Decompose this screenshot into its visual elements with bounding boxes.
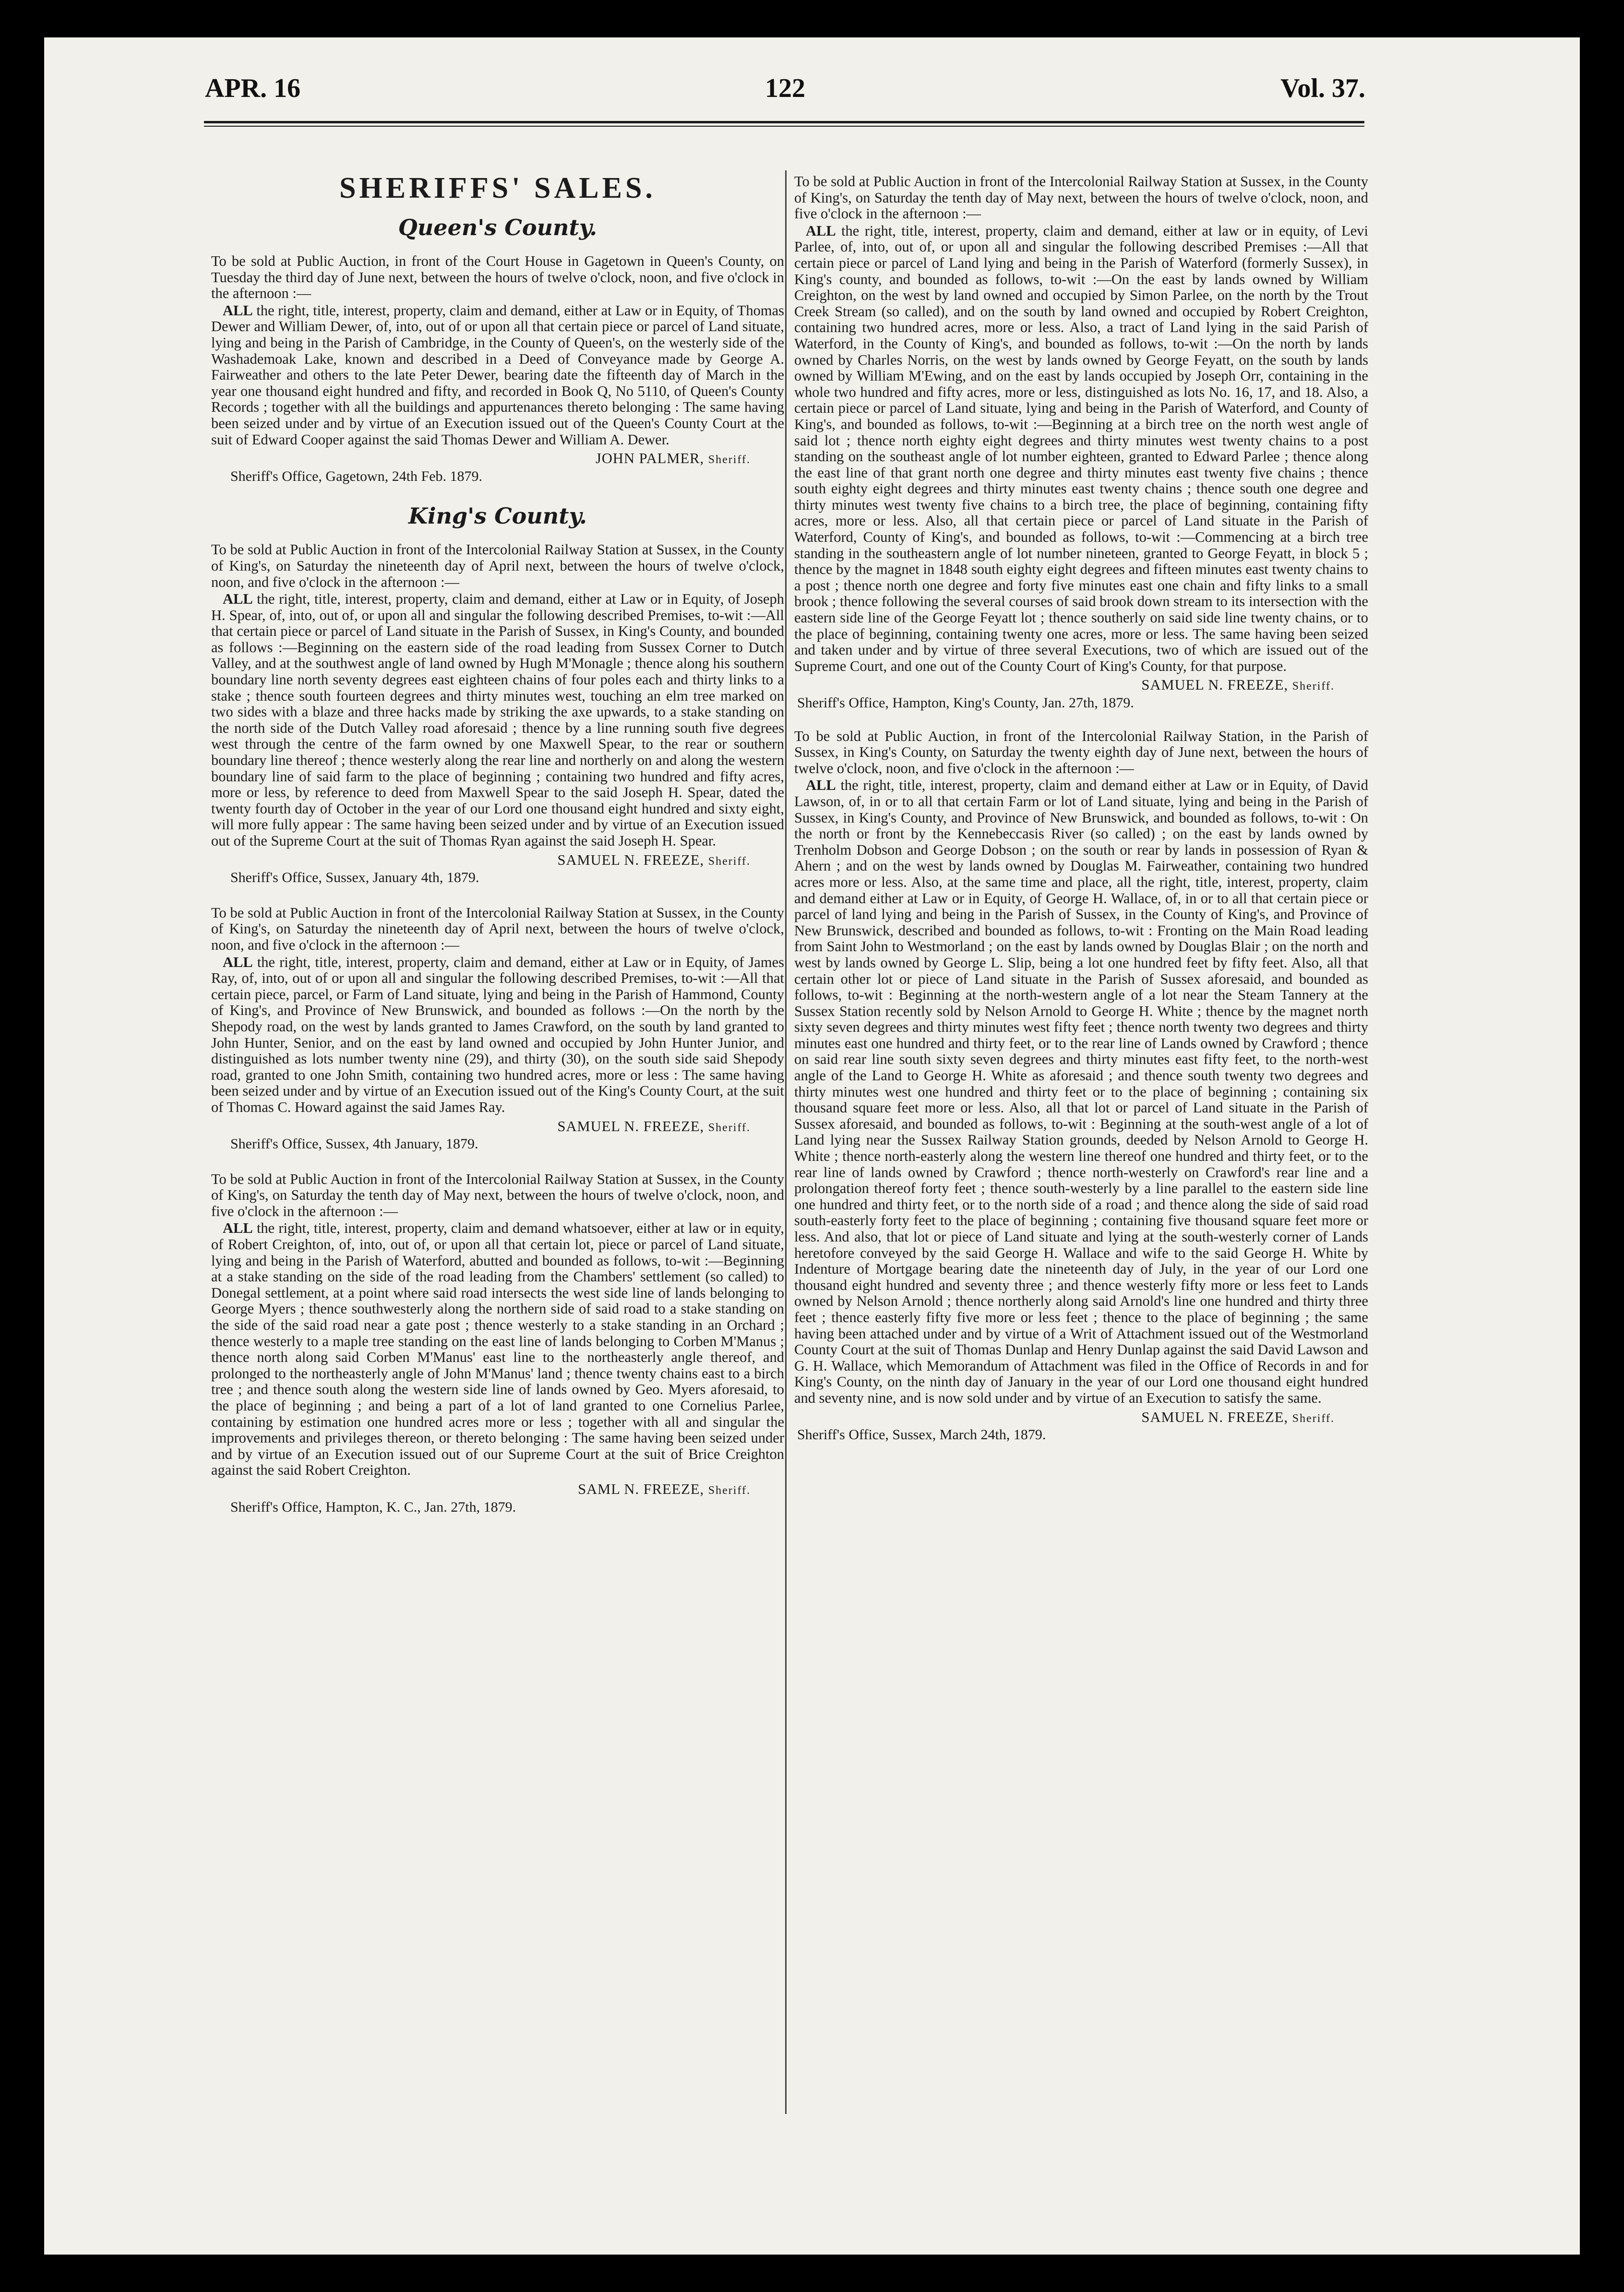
notice-text: the right, title, interest, property, claim and demand, either at law or in equity, of Levi Parlee, of, into, out of, or upon all and singular the following described Premises :—All that certain piece or parcel of Land lying and being in the Parish of Waterford (formerly Sussex), in King's county, and bounded as follows, to-wit :—On the east by lands owned by William Creighton, on the west by land owned and occupied by Simon Parlee, on the north by the Trout Creek Stream (so called), and on the south by land owned and occupied by Robert Creighton, containing two hundred acres, more or less. Also, a tract of Land lying in the said Parish of Waterford, in the County of King's, and bounded as follows, to-wit :—On the north by lands owned by Charles Norris, on the west by lands owned by George Feyatt, on the south by lands owned by William M'Ewing, and on the east by lands occupied by Joseph Orr, containing in the whole two hundred and fifty acres, more or less, distinguished as lots No. 16, 17, and 18. Also, a certain piece or parcel of Land situate, lying and being in the Parish of Waterford, and County of King's, and bounded as follows, to-wit :—Beginning at a birch tree on the north west angle of said lot ; thence north eighty eight degrees and thirty minutes west twenty chains to a post standing on the southeast angle of lot number eighteen, granted to Edward Parlee ; thence along the east line of that grant north one degree and thirty minutes east twenty five chains ; thence south eighty eight degrees and thirty minutes east twenty chains ; thence south one degree and thirty minutes west twenty five chains to a birch tree, the place of beginning, containing fifty acres, more or less. Also, all that certain piece or parcel of Land situate in the Parish of Waterford, County of King's, and bounded as follows, to-wit :—Commencing at a birch tree standing in the southeastern angle of lot number nineteen, granted to George Feyatt, in block 5 ; thence by the magnet in 1848 south eighty eight degrees and fifteen minutes east twenty chains to a post ; thence north one degree and forty five minutes east one chain and fifty links to a small brook ; thence following the several courses of said brook down stream to its intersection with the eastern side line of the George Feyatt lot ; thence southerly on said side line twenty chains, or to the place of beginning, containing twenty one acres, more or less. The same having been seized and taken under and by virtue of three several Executions, two of which are issued out of the Supreme Court, and one out of the County Court of King's County, for that purpose.	[794, 222, 1368, 674]
sheriff-office-dateline: Sheriff's Office, Sussex, January 4th, 1879.	[230, 870, 479, 886]
notice-text: the right, title, interest, property, claim and demand either at Law or in Equity, of David Lawson, of, in or to all that certain Farm or lot of Land situate, lying and being in the Parish of Sussex, in King's County, and Province of New Brunswick, and bounded as follows, to-wit : On the north or front by the Kennebeccasis River (so called) ; on the east by lands owned by Trenholm Dobson and George Dobson ; on the south or rear by lands in possession of Ryan & Ahern ; and on the west by lands owned by Douglas M. Fairweather, containing two hundred acres more or less. Also, at the same time and place, all the right, title, interest, property, claim and demand either at Law or in Equity, of George H. Wallace, of, in or to all that certain piece or parcel of land lying and being in the Parish of Sussex, in the County of King's, and Province of New Brunswick, described and bounded as follows, to-wit : Fronting on the Main Road leading from Saint John to Westmorland ; on the east by lands owned by Douglas Blair ; on the north and west by lands owned by George L. Slip, being a lot one hundred feet by fifty feet. Also, all that certain other lot or piece of Land situate in the Parish of Sussex aforesaid, and bounded as follows, to-wit : Beginning at the north-western angle of a lot near the Steam Tannery at the Sussex Station recently sold by Nelson Arnold to George H. White ; thence by the magnet north sixty seven degrees and thirty minutes west fifty feet ; thence north twenty two degrees and thirty minutes east one hundred and thirty feet, or to the rear line of Lands owned by Crawford ; thence on said rear line south sixty seven degrees and thirty minutes east fifty feet, to the north-west angle of the Land to George H. White as aforesaid ; and thence south twenty two degrees and thirty minutes west one hundred and thirty feet or to the place of beginning ; containing six thousand square feet more or less. Also, all that lot or parcel of Land situate in the Parish of Sussex aforesaid, and bounded as follows, to-wit : Beginning at the south-west angle of a lot of Land lying near the Sussex Railway Station grounds, deeded by Nelson Arnold to George H. White ; thence north-easterly along the western line thereof one hundred and thirty feet, or to the rear line of lands owned by Crawford ; thence north-westerly on Crawford's rear line and a prolongation thereof forty feet ; thence south-westerly by a line parallel to the eastern side line one hundred and thirty feet, or to the north side of a road ; and thence along the side of said road south-easterly forty feet to the place of beginning ; containing five thousand square feet more or less. And also, that lot or piece of Land situate and lying at the south-westerly corner of Lands heretofore conveyed by the said George H. Wallace and wife to the said George H. White by Indenture of Mortgage bearing date the nineteenth day of July, in the year of our Lord one thousand eight hundred and seventy three ; and thence westerly fifty more or less feet to Lands owned by Nelson Arnold ; thence northerly along said Arnold's line one hundred and thirty three feet ; thence easterly fifty five more or less feet ; thence to the place of beginning ; the same having been attached under and by virtue of a Writ of Attachment issued out of the Westmorland County Court at the suit of Thomas Dunlap and Henry Dunlap against the said David Lawson and G. H. Wallace, which Memorandum of Attachment was filed in the Office of Records in and for King's County, on the ninth day of January in the year of our Lord one thousand eight hundred and seventy nine, and is now sold under and by virtue of an Execution to satisfy the same.	[794, 777, 1369, 1406]
notice-text: the right, title, interest, property, claim and demand, either at Law or in Equity, of Thomas Dewer and William Dewer, of, into, out of or upon all that certain piece or parcel of Land situate, lying and being in the Parish of Cambridge, in the County of Queen's, on the westerly side of the Washademoak Lake, known and described in a Deed of Conveyance made by George A. Fairweather and others to the late Peter Dewer, bearing date the fifteenth day of March in the year one thousand eight hundred and fifty, and recorded in Book Q, No 5110, of Queen's County Records ; together with all the buildings and appurtenances thereto belonging : The same having been seized under and by virtue of an Execution issued out of the Queen's County Court at the suit of Edward Cooper against the said Thomas Dewer and William A. Dewer.	[211, 302, 785, 448]
sheriff-name: SAMUEL N. FREEZE,	[557, 1118, 705, 1134]
sheriff-title: Sheriff.	[1292, 1412, 1335, 1425]
sheriff-name: SAMUEL N. FREEZE,	[1141, 677, 1289, 693]
sheriff-title: Sheriff.	[708, 1484, 751, 1497]
notice-body	[794, 223, 1368, 675]
notice-intro: To be sold at Public Auction in front of the Intercolonial Railway Station at Sussex, in the County of King's, on Saturday the nineteenth day of April next, between the hours of twelve o'clock, noon, and five o'clock in the afternoon :—	[211, 904, 784, 953]
sale-notice	[794, 174, 1368, 711]
notice-lead: ALL	[223, 591, 253, 608]
notice-lead: ALL	[806, 777, 836, 794]
notice-text: the right, title, interest, property, claim and demand, either at Law or in Equity, of Joseph H. Spear, of, into, out of, or upon all and singular the following described Premises, to-wit :—All that certain piece or parcel of Land situate in the Parish of Sussex, in King's County, and bounded as follows :—Beginning on the eastern side of the road leading from Sussex Corner to Dutch Valley, and at the southwest angle of land owned by Hugh M'Monagle ; thence along his southern boundary line north seventy degrees east eighteen chains of four poles each and thirty links to a stake ; thence south fourteen degrees and thirty minutes west, touching an elm tree marked on two sides with a blaze and three hacks made by striking the axe upwards, to a stake standing on the north side of the Dutch Valley road aforesaid ; thence by a line running south five degrees west through the centre of the farm owned by one Maxwell Spear, to the rear or southern boundary line thereof ; thence westerly along the rear line and northerly on and along the western boundary line of said farm to the place of beginning ; containing two hundred and fifty acres, more or less, by reference to deed from Maxwell Spear to the said Joseph H. Spear, dated the twenty fourth day of October in the year of our Lord one thousand eight hundred and sixty eight, will more fully appear : The same having been seized under and by virtue of an Execution issued out of the Supreme Court at the suit of Thomas Ryan against the said Joseph H. Spear.	[211, 591, 784, 849]
notice-body	[211, 591, 784, 849]
county-heading-kings: King's County.	[408, 503, 587, 529]
sale-notice	[211, 542, 784, 885]
sale-notice	[211, 905, 784, 1152]
page-number: 122	[765, 73, 805, 103]
page-header	[205, 73, 1365, 116]
notice-intro: To be sold at Public Auction in front of the Intercolonial Railway Station at Sussex, in the County of King's, on Saturday the tenth day of May next, between the hours of twelve o'clock, noon, and five o'clock in the afternoon :—	[794, 173, 1368, 222]
volume-number: Vol. 37.	[1280, 73, 1365, 103]
notice-intro: To be sold at Public Auction in front of the Intercolonial Railway Station at Sussex, in the County of King's, on Saturday the tenth day of May next, between the hours of twelve o'clock, noon, and five o'clock in the afternoon :—	[211, 1170, 784, 1219]
notice-intro: To be sold at Public Auction, in front of the Court House in Gagetown in Queen's County, on Tuesday the third day of June next, between the hours of twelve o'clock, noon, and five o'clock in the afternoon :—	[211, 253, 784, 302]
sheriff-title: Sheriff.	[1292, 680, 1335, 693]
sheriff-office-dateline: Sheriff's Office, Hampton, K. C., Jan. 27th, 1879.	[230, 1499, 516, 1515]
sheriff-name: SAMUEL N. FREEZE,	[557, 851, 705, 868]
sheriff-office-dateline: Sheriff's Office, Hampton, King's County, Jan. 27th, 1879.	[797, 695, 1134, 711]
notice-intro: To be sold at Public Auction in front of the Intercolonial Railway Station at Sussex, in the County of King's, on Saturday the nineteenth day of April next, between the hours of twelve o'clock, noon, and five o'clock in the afternoon :—	[211, 541, 784, 590]
notice-lead: ALL	[806, 222, 836, 239]
sheriff-name: SAML N. FREEZE,	[578, 1480, 705, 1497]
column-divider	[785, 170, 787, 2114]
sheriff-office-dateline: Sheriff's Office, Sussex, 4th January, 1879.	[230, 1136, 478, 1152]
notice-text: the right, title, interest, property, claim and demand, either at Law or in Equity, of James Ray, of, into, out of or upon all and singular the following described Premises, to-wit :—All that certain piece, parcel, or Farm of Land situate, lying and being in the Parish of Hammond, County of King's, and Province of New Brunswick, and bounded as follows :—On the north by the Shepody road, on the west by lands granted to James Crawford, on the south by land granted to John Hunter, Senior, and on the east by land owned and occupied by John Hunter Junior, and distinguished as lots number twenty nine (29), and thirty (30), on the south side said Shepody road, granted to one John Smith, containing two hundred acres, more or less : The same having been seized under and by virtue of an Execution issued out of the King's County Court, at the suit of Thomas C. Howard against the said James Ray.	[211, 954, 784, 1115]
notice-lead: ALL	[223, 954, 253, 970]
sheriff-title: Sheriff.	[708, 855, 751, 868]
county-heading-queens: Queen's County.	[398, 215, 597, 240]
sheriff-signature	[211, 451, 784, 468]
header-rule-thin	[204, 126, 1364, 127]
sheriff-title: Sheriff.	[708, 454, 751, 466]
notice-lead: ALL	[223, 1220, 253, 1237]
sheriff-office-dateline: Sheriff's Office, Sussex, March 24th, 1879.	[797, 1427, 1046, 1443]
issue-date: APR. 16	[205, 73, 301, 103]
header-rule	[204, 121, 1364, 123]
notice-body	[211, 955, 784, 1116]
notice-text: the right, title, interest, property, claim and demand whatsoever, either at law or in equity, of Robert Creighton, of, into, out of, or upon all that certain lot, piece or parcel of Land situate, lying and being in the Parish of Waterford, abutted and bounded as follows, to-wit :—Beginning at a stake standing on the side of the road leading from the Chambers' settlement (so called) to Donegal settlement, at a point where said road intersects the west side line of lands belonging to George Myers ; thence southwesterly along the northern side of said road to a stake standing on the side of the said road near a gate post ; thence westerly to a stake standing in an Orchard ; thence westerly to a maple tree standing on the east line of lands belonging to Corben M'Manus ; thence north along said Corben M'Manus' east line to the northeasterly angle thereof, and prolonged to the northeasterly angle of John M'Manus' land ; thence twenty chains east to a birch tree ; and thence south along the western side line of lands owned by Geo. Myers aforesaid, to the place of beginning ; and being a part of a lot of land granted to one Cornelius Parlee, containing by estimation one hundred acres more or less ; together with all and singular the improvements and privileges thereon, or thereto belonging : The same having been seized under and by virtue of an Execution issued out of our Supreme Court at the suit of Brice Creighton against the said Robert Creighton.	[211, 1220, 784, 1479]
right-column	[794, 174, 1368, 1460]
sheriff-name: JOHN PALMER,	[596, 450, 705, 467]
sheriff-signature	[211, 852, 784, 870]
sheriff-signature	[794, 1409, 1368, 1427]
notice-body	[211, 1220, 784, 1479]
sheriff-office-dateline: Sheriff's Office, Gagetown, 24th Feb. 1879.	[230, 468, 483, 484]
notice-intro: To be sold at Public Auction, in front of the Intercolonial Railway Station, in the Parish of Sussex, in King's County, on Saturday the twenty eighth day of June next, between the hours of twelve o'clock, noon, and five o'clock in the afternoon :—	[794, 728, 1368, 776]
notice-body	[794, 777, 1368, 1406]
sheriff-signature	[211, 1481, 784, 1499]
sheriff-signature	[794, 677, 1368, 695]
sale-notice	[211, 1171, 784, 1515]
sale-notice	[794, 728, 1368, 1443]
notice-lead: ALL	[223, 302, 253, 319]
sheriff-name: SAMUEL N. FREEZE,	[1141, 1409, 1289, 1425]
sheriff-title: Sheriff.	[708, 1121, 751, 1134]
left-column	[211, 174, 784, 1534]
section-title: SHERIFFS' SALES.	[339, 172, 656, 204]
sale-notice	[211, 253, 784, 484]
notice-body	[211, 303, 784, 448]
sheriff-signature	[211, 1119, 784, 1136]
